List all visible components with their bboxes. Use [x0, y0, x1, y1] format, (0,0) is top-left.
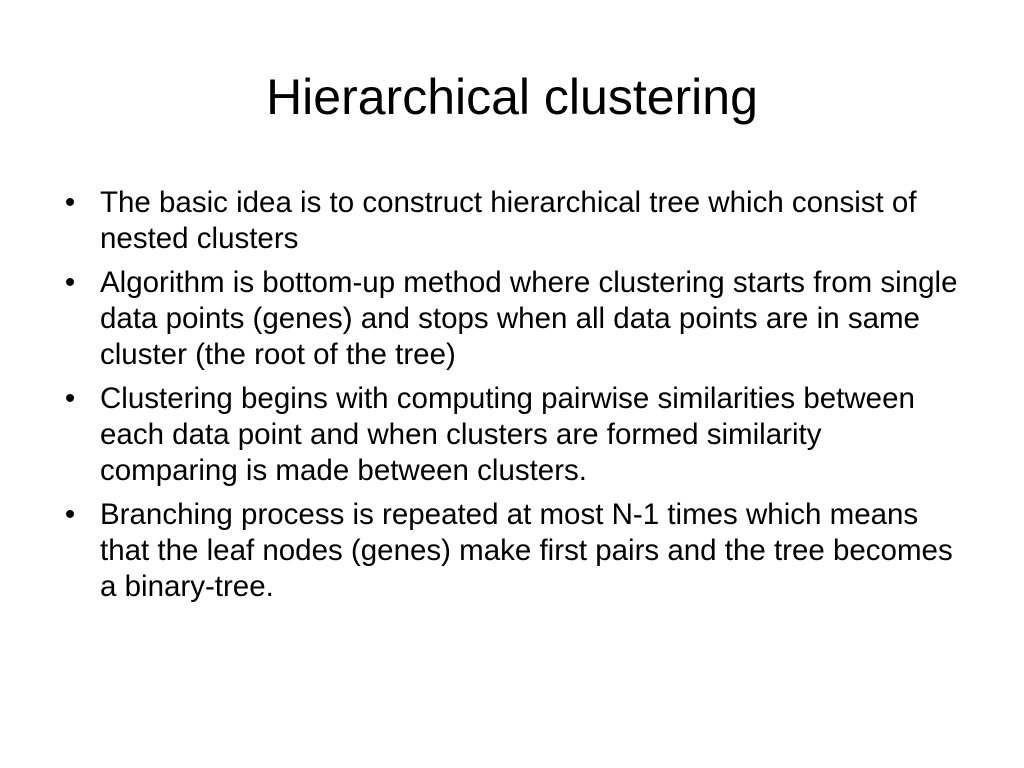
- bullet-icon: •: [64, 186, 76, 219]
- bullet-icon: •: [64, 382, 76, 415]
- bullet-text: The basic idea is to construct hierarchical tree which consist of nested clusters: [100, 186, 917, 255]
- bullet-item: [60, 185, 960, 257]
- bullet-icon: •: [64, 498, 76, 531]
- slide-title: Hierarchical clustering: [266, 69, 758, 125]
- bullet-item: [60, 497, 960, 605]
- bullet-text: Algorithm is bottom-up method where clustering starts from single data points (genes) and stops when all data points are in same cluster (the root of the tree): [100, 266, 958, 371]
- bullet-item: [60, 381, 960, 489]
- bullet-item: [60, 265, 960, 373]
- bullet-icon: •: [64, 266, 76, 299]
- bullet-list: [60, 185, 960, 613]
- bullet-text: Clustering begins with computing pairwise similarities between each data point and when clusters are formed similarity comparing is made between clusters.: [100, 382, 915, 487]
- bullet-text: Branching process is repeated at most N-1 times which means that the leaf nodes (genes) make first pairs and the tree becomes a binary-tree.: [100, 498, 953, 603]
